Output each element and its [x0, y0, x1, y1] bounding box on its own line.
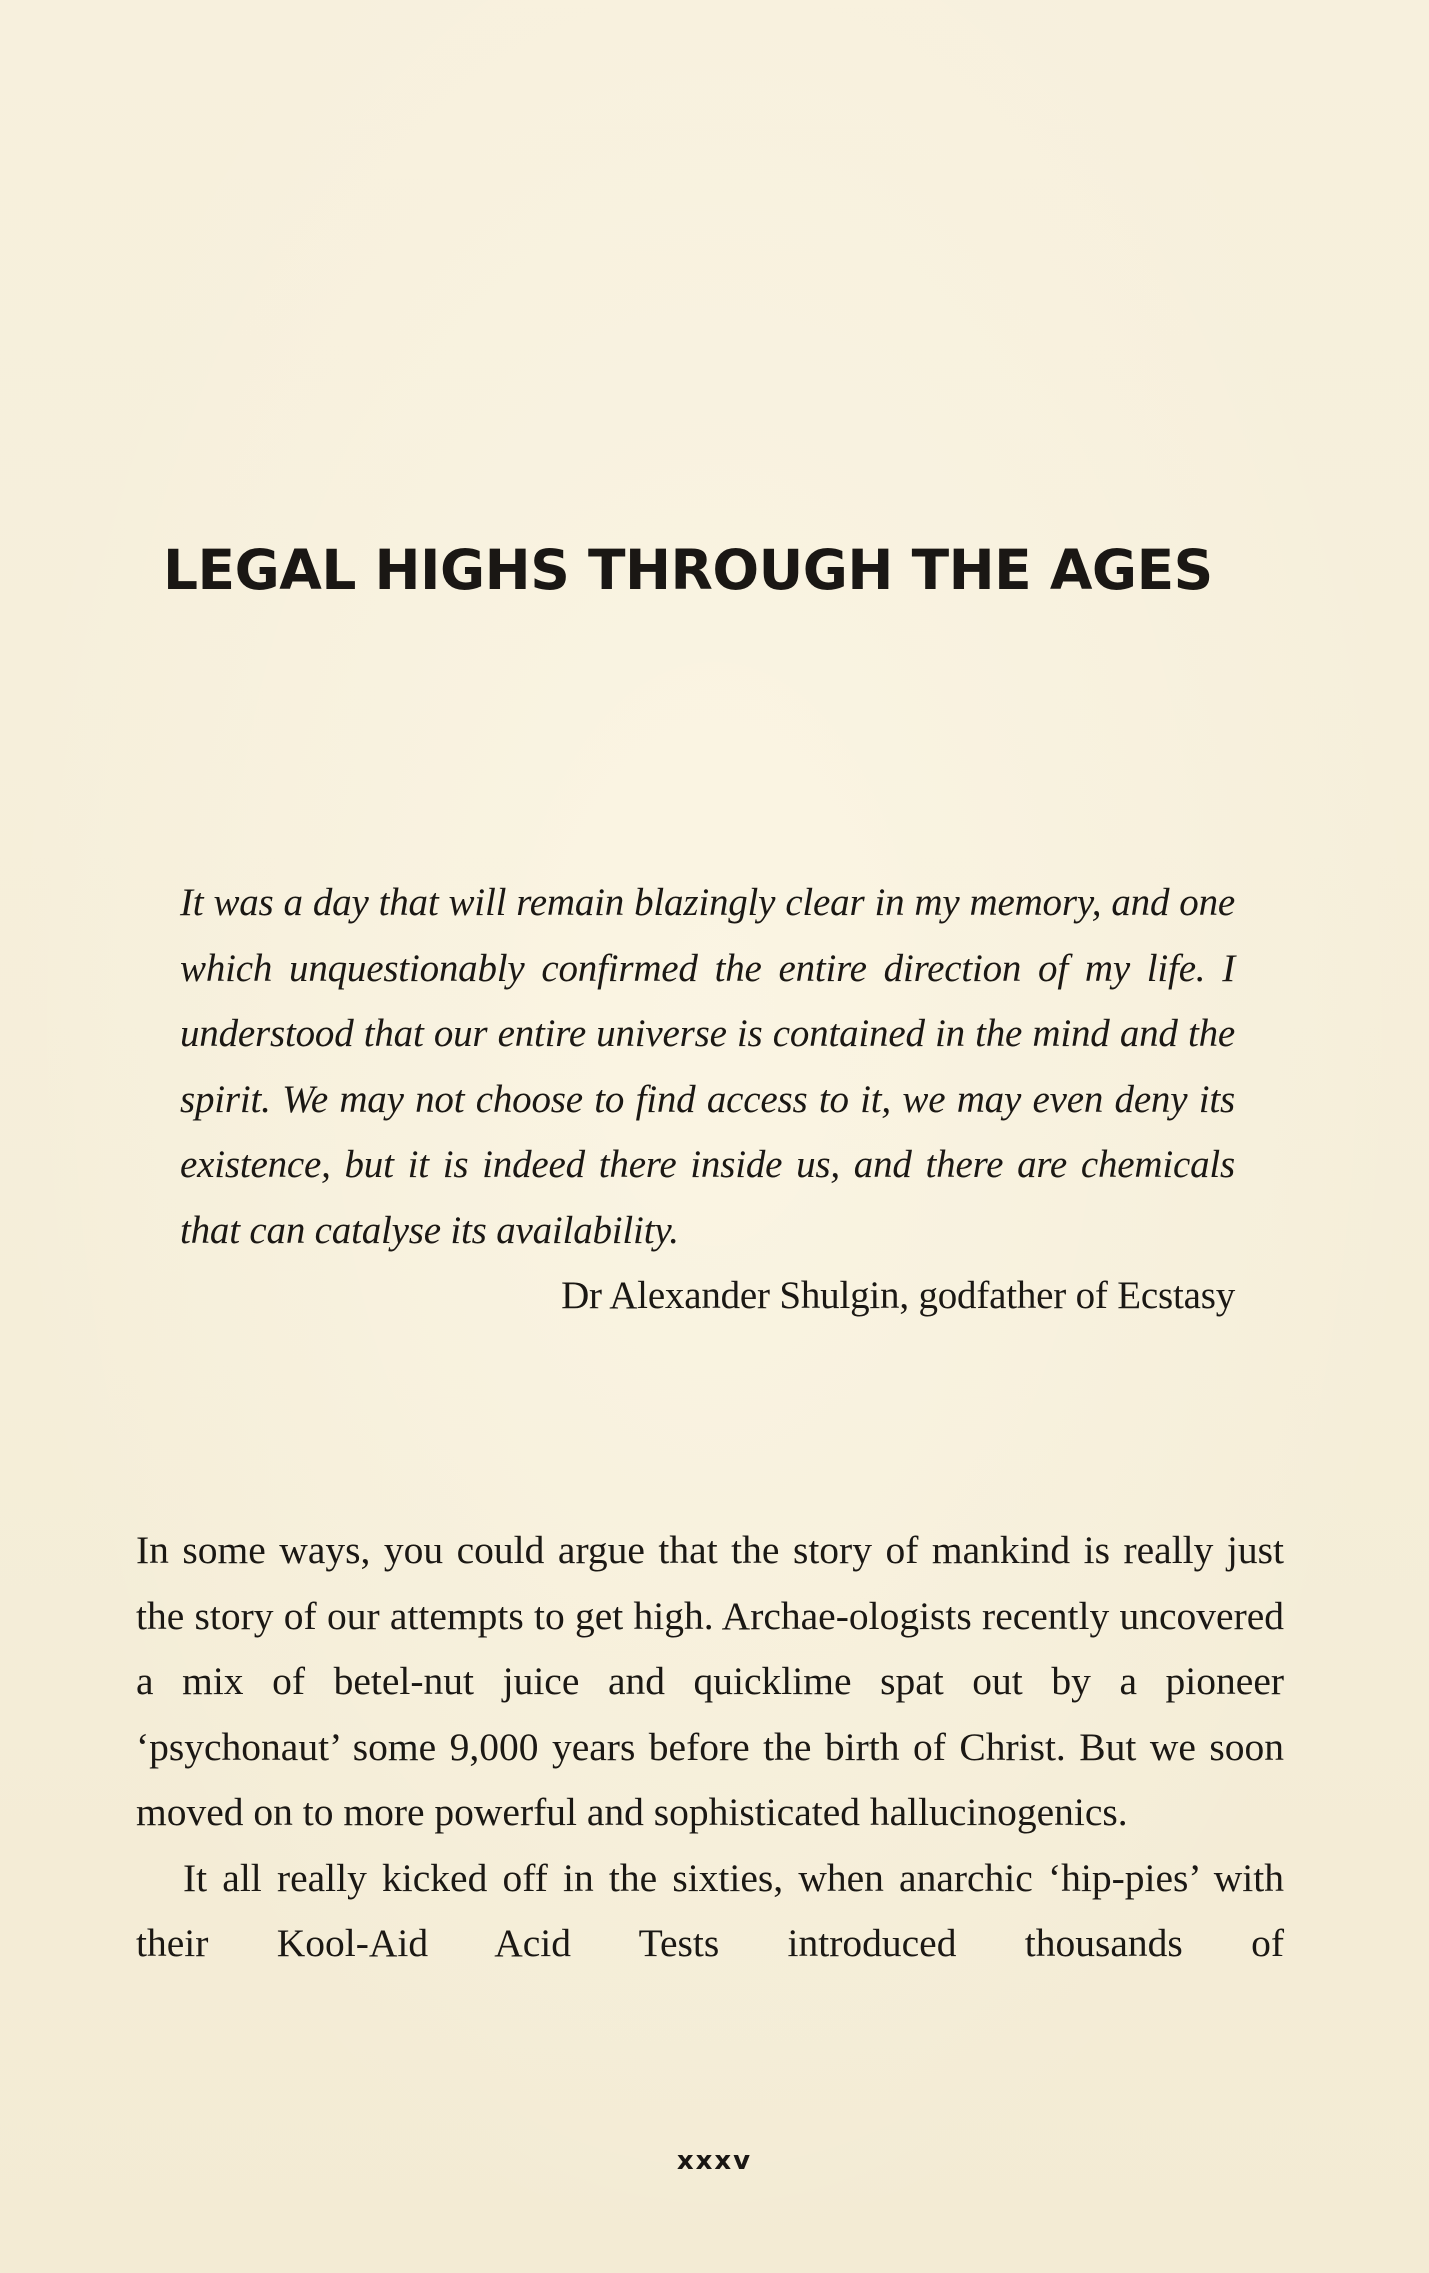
epigraph-quote: It was a day that will remain blazingly clear in my memory, and one which unquestionably confirmed the entire direction of my life. I understood that our entire universe is contained in the mind and the spirit. We may not choose to find access to it, we may even deny its existence, but it is indeed there inside us, and there are chemicals that can catalyse its availability. — [180, 881, 1235, 1252]
body-paragraph: It all really kicked off in the sixties, when anarchic ‘hip-pies’ with their Kool-Aid Acid Tests introduced thousands of — [136, 1855, 1284, 1965]
epigraph — [180, 870, 1235, 1328]
epigraph-attribution: Dr Alexander Shulgin, godfather of Ecstasy — [561, 1274, 1235, 1317]
body-paragraph: In some ways, you could argue that the story of mankind is really just the story of our attempts to get high. Archae-ologists recently uncovered a mix of betel-nut juice and quicklime spat out by a pioneer ‘psychonaut’ some 9,000 years before the birth of Christ. But we soon moved on to more powerful and sophisticated hallucinogenics. — [136, 1528, 1284, 1834]
page-number: xxxv — [676, 2146, 753, 2176]
chapter-title: LEGAL HIGHS THROUGH THE AGES — [163, 538, 1213, 602]
body-text — [136, 1518, 1284, 1977]
